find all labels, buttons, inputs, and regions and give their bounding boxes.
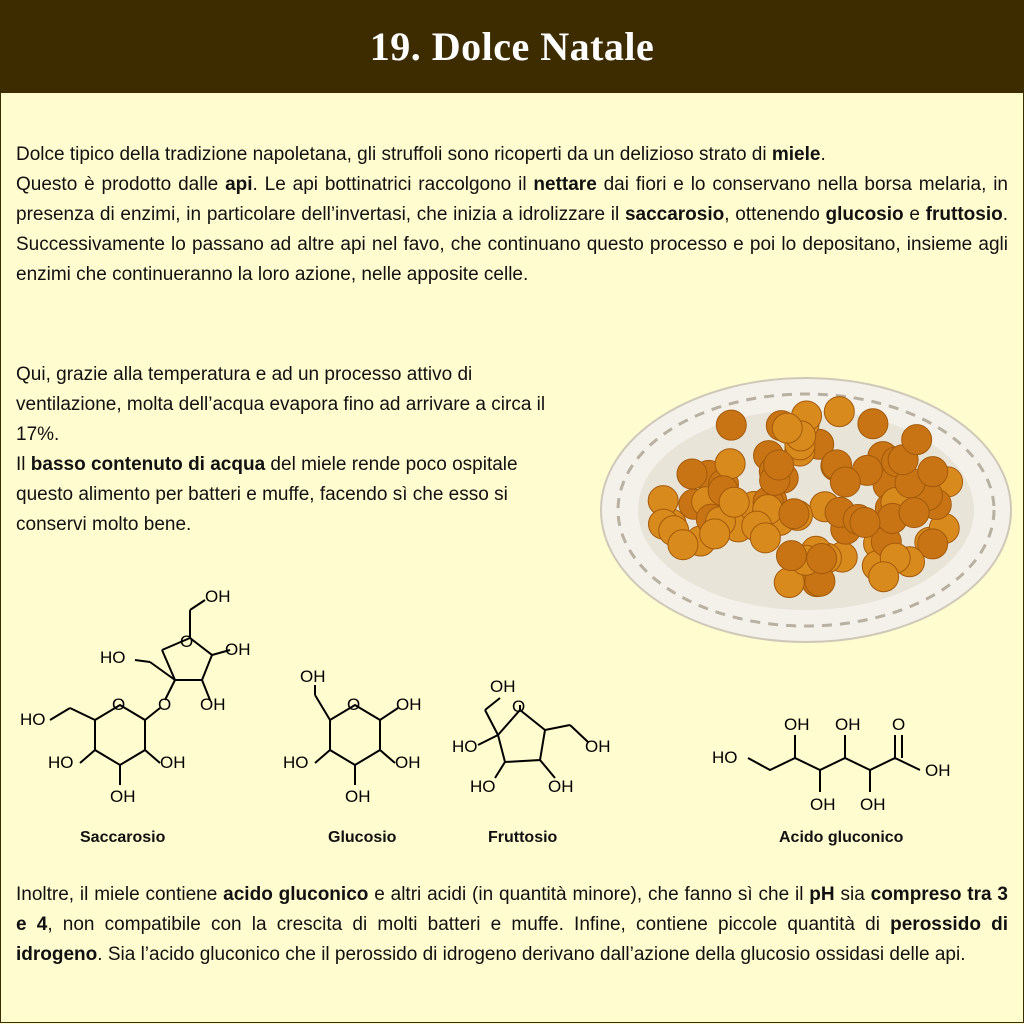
label-glucosio: Glucosio (328, 829, 397, 846)
struffolo-ball (772, 413, 802, 443)
svg-text:OH: OH (300, 667, 326, 686)
svg-text:HO: HO (20, 710, 46, 729)
svg-text:OH: OH (835, 715, 861, 734)
acido-gluconico-structure (712, 715, 951, 814)
svg-text:OH: OH (395, 753, 421, 772)
svg-text:OH: OH (200, 695, 226, 714)
struffolo-ball (677, 459, 707, 489)
svg-text:HO: HO (712, 748, 738, 767)
svg-text:OH: OH (585, 737, 611, 756)
svg-text:O: O (512, 697, 526, 716)
bold-term: nettare (533, 174, 597, 195)
bold-term: api (225, 174, 253, 195)
svg-text:O: O (347, 695, 361, 714)
closing-paragraph: Inoltre, il miele contiene acido gluconico e altri acidi (in quantità minore), che fanno sì che il pH sia compreso tra 3 e 4, non compatibile con la crescita di molti batteri e muffe. Infine, contiene piccole quantità di perossido di idrogeno. Sia l’acido gluconico che il perossido di idrogeno derivano dall’azione della glucosio ossidasi delle api. (16, 884, 1008, 965)
title-bar (0, 0, 1024, 93)
struffolo-ball (719, 487, 749, 517)
svg-text:HO: HO (470, 777, 496, 796)
struffolo-ball (668, 530, 698, 560)
struffolo-ball (824, 397, 854, 427)
svg-text:OH: OH (548, 777, 574, 796)
chemical-structures (0, 580, 1024, 860)
intro-paragraph: Dolce tipico della tradizione napoletana, gli struffoli sono ricoperti da un delizioso strato di miele. Questo è prodotto dalle api. Le api bottinatrici raccolgono il nettare dai fiori e lo conservano nella borsa melaria, in presenza di enzimi, in particolare dell’invertasi, che inizia a idrolizzare il saccarosio, ottenendo glucosio e fruttosio. Successivamente lo passano ad altre api nel favo, che continuano questo processo e poi lo depositano, insieme agli enzimi che continueranno la loro azione, nelle apposite celle. (16, 144, 1008, 285)
struffolo-ball (715, 449, 745, 479)
struffolo-ball (776, 541, 806, 571)
svg-text:OH: OH (225, 640, 251, 659)
svg-text:OH: OH (205, 587, 231, 606)
svg-text:O: O (180, 632, 194, 651)
struffolo-ball (764, 450, 794, 480)
svg-text:OH: OH (110, 787, 136, 806)
svg-text:HO: HO (48, 753, 74, 772)
bold-term: acido gluconico (223, 884, 369, 905)
struffolo-ball (807, 543, 837, 573)
struffolo-ball (750, 523, 780, 553)
svg-text:O: O (892, 715, 906, 734)
label-fruttosio: Fruttosio (488, 829, 558, 846)
fruttosio-structure (452, 677, 611, 796)
svg-text:OH: OH (160, 753, 186, 772)
struffolo-ball (902, 425, 932, 455)
bold-term: compreso tra 3 e 4 (16, 884, 1008, 935)
saccarosio-structure (20, 587, 251, 806)
svg-text:HO: HO (452, 737, 478, 756)
struffolo-ball (918, 457, 948, 487)
bold-term: saccarosio (624, 204, 725, 225)
bold-term: glucosio (825, 204, 904, 225)
struffolo-ball (850, 507, 880, 537)
glucosio-structure (283, 667, 422, 806)
svg-text:O: O (112, 695, 126, 714)
svg-text:OH: OH (810, 795, 836, 814)
struffolo-ball (899, 498, 929, 528)
svg-text:OH: OH (925, 761, 951, 780)
struffolo-ball (858, 409, 888, 439)
svg-text:O: O (158, 695, 172, 714)
bold-term: basso contenuto di acqua (30, 454, 266, 475)
page-title: 19. Dolce Natale (369, 24, 655, 69)
struffolo-ball (716, 410, 746, 440)
svg-text:HO: HO (100, 648, 126, 667)
bold-term: pH (809, 884, 835, 905)
svg-text:OH: OH (345, 787, 371, 806)
svg-text:OH: OH (396, 695, 422, 714)
struffolo-ball (779, 499, 809, 529)
struffolo-ball (700, 519, 730, 549)
label-acido-gluconico: Acido gluconico (779, 829, 904, 846)
bold-term: fruttosio (925, 204, 1003, 225)
bold-term: perossido di idrogeno (16, 914, 1008, 965)
bold-term: miele (771, 144, 821, 165)
water-paragraph: Qui, grazie alla temperatura e ad un processo attivo di ventilazione, molta dell’acqua evapora fino ad arrivare a circa il 17%. Il basso contenuto di acqua del miele rende poco ospitale questo alimento per batteri e muffe, facendo sì che esso si conservi molto bene. (16, 364, 546, 535)
svg-text:HO: HO (283, 753, 309, 772)
struffolo-ball (830, 467, 860, 497)
label-saccarosio: Saccarosio (80, 829, 166, 846)
svg-text:OH: OH (490, 677, 516, 696)
svg-text:OH: OH (860, 795, 886, 814)
svg-text:OH: OH (784, 715, 810, 734)
